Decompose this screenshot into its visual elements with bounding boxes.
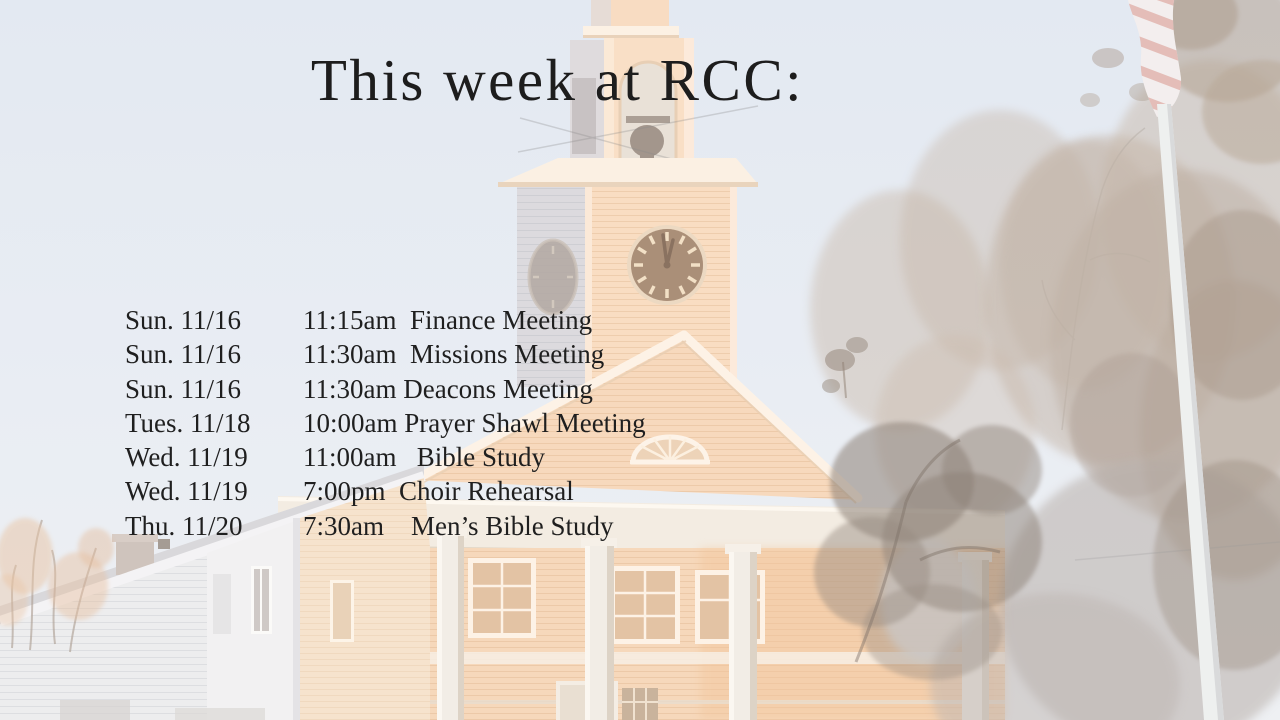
schedule-day: Sun. 11/16 — [125, 373, 242, 404]
schedule-event: 11:30am Deacons Meeting — [303, 373, 593, 404]
slide-title: This week at RCC: — [310, 47, 805, 113]
schedule-event: 7:00pm Choir Rehearsal — [303, 476, 574, 507]
schedule-day: Wed. 11/19 — [125, 442, 248, 473]
schedule-row — [125, 303, 646, 337]
schedule-event: 11:30am Missions Meeting — [303, 339, 605, 370]
schedule-day: Thu. 11/20 — [125, 510, 243, 541]
schedule-row — [125, 474, 646, 508]
schedule-row — [125, 440, 646, 474]
schedule-event: 11:00am Bible Study — [303, 442, 545, 473]
schedule-row — [125, 372, 646, 406]
weekly-schedule — [125, 303, 646, 543]
schedule-row — [125, 509, 646, 543]
schedule-day: Wed. 11/19 — [125, 476, 248, 507]
schedule-row — [125, 337, 646, 371]
window — [610, 566, 680, 644]
schedule-row — [125, 406, 646, 440]
schedule-event: 7:30am Men’s Bible Study — [303, 510, 614, 541]
schedule-day: Tues. 11/18 — [125, 407, 251, 438]
schedule-event: 10:00am Prayer Shawl Meeting — [303, 407, 646, 438]
schedule-day: Sun. 11/16 — [125, 305, 242, 335]
schedule-day: Sun. 11/16 — [125, 339, 242, 370]
window — [468, 558, 536, 638]
schedule-event: 11:15am Finance Meeting — [303, 305, 593, 335]
